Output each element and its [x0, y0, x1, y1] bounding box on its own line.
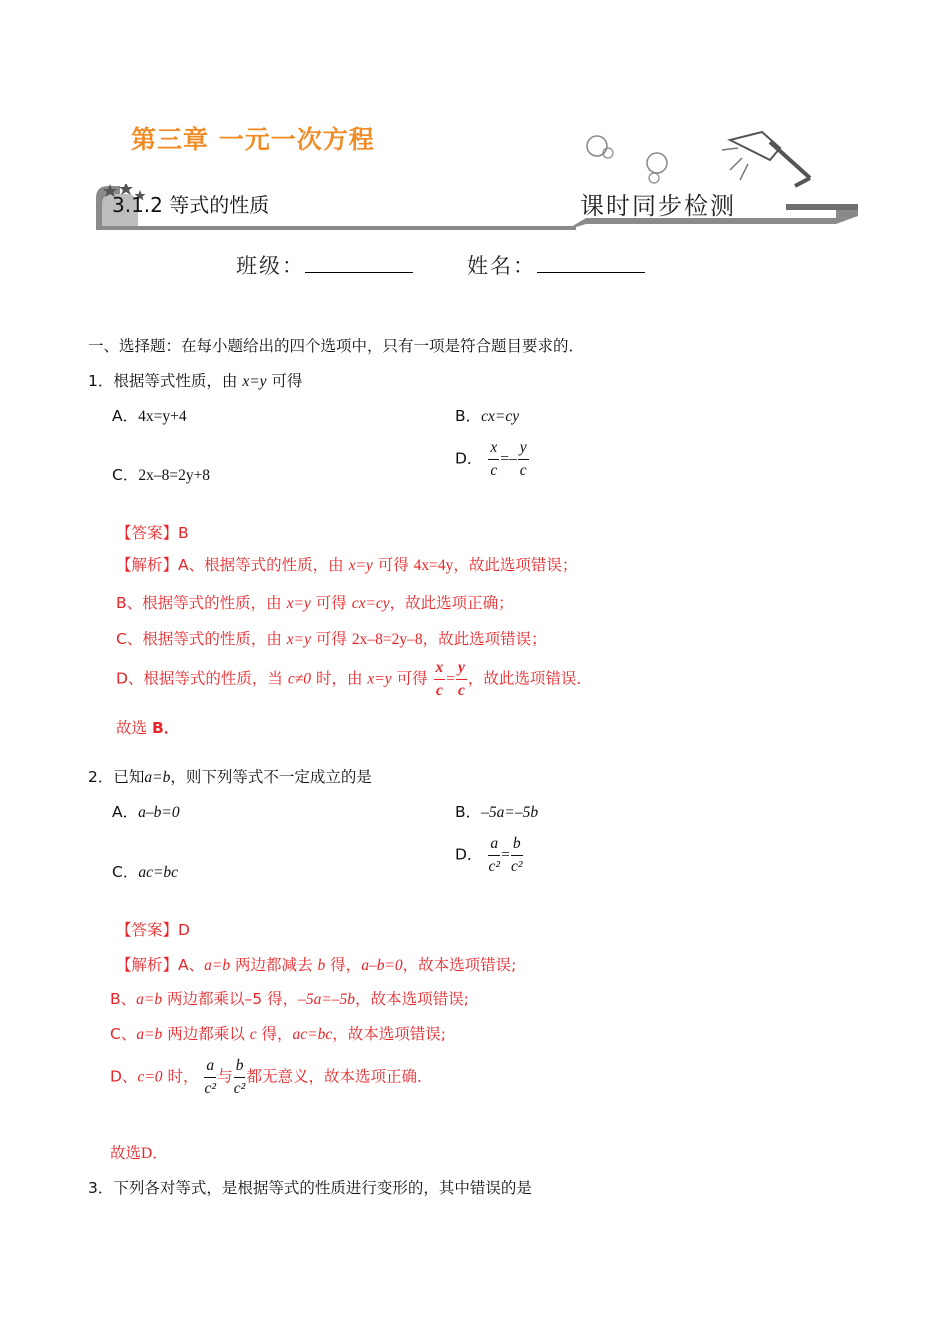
q2-conclusion: 故选D．: [110, 1144, 168, 1162]
q2-option-a[interactable]: A．a–b=0: [112, 803, 180, 821]
q2-analysis-c: C、a=b 两边都乘以 c 得，ac=bc，故本选项错误;: [110, 1025, 446, 1043]
q1-stem: 1．根据等式性质，由 x=y 可得: [88, 372, 303, 390]
chapter-title: 第三章 一元一次方程: [131, 125, 375, 154]
q1-d-fraction-right: $\frac{y}{c}$: [519, 439, 527, 479]
q1-analysis-d: D、根据等式的性质，当 c≠0 时，由 x=y 可得 $\frac{x}{c}$ = $\frac{y}{c}$ ，故此选项错误．: [116, 659, 592, 699]
q1-option-c[interactable]: C．2x–8=2y+8: [112, 466, 211, 484]
q2-option-c[interactable]: C．ac=bc: [112, 863, 179, 881]
q1-conclusion: 故选 B．: [116, 719, 180, 737]
q2-analysis-d: D、c=0 时， $\frac{a}{\text{c²}}$ 与 $\frac{b}{\text{c²}}$ 都无意义，故本选项正确．: [110, 1057, 433, 1097]
q2-answer: 【答案】D: [116, 921, 190, 939]
q1-option-b[interactable]: B．cx=cy: [455, 407, 520, 425]
q1-analysis-b: B、根据等式的性质，由 x=y 可得 cx=cy，故此选项正确；: [116, 594, 514, 612]
q2-d-fraction-right: $\frac{b}{\text{c²}}$: [510, 835, 523, 875]
q3-stem: 3．下列各对等式，是根据等式的性质进行变形的，其中错误的是: [88, 1179, 532, 1197]
class-field[interactable]: [305, 250, 413, 273]
q1-answer: 【答案】B: [116, 524, 189, 542]
q1-analysis-c: C、根据等式的性质，由 x=y 可得 2x–8=2y–8，故此选项错误；: [116, 630, 547, 648]
q1-d-fraction-left: $\frac{x}{c}$: [490, 439, 498, 479]
q2-option-b[interactable]: B．–5a=–5b: [455, 803, 539, 821]
name-field[interactable]: [537, 250, 645, 273]
q2-analysis-b: B、a=b 两边都乘以–5 得，–5a=–5b，故本选项错误;: [110, 990, 469, 1008]
q2-analysis-fraction-left: $\frac{a}{\text{c²}}$: [204, 1057, 217, 1097]
sync-test-title: 课时同步检测: [580, 192, 736, 220]
q1-option-a[interactable]: A．4x=y+4: [112, 407, 187, 425]
q1-analysis-fraction-right: $\frac{y}{c}$: [458, 659, 465, 699]
q1-option-d[interactable]: D． $\frac{x}{c}$ =– $\frac{y}{c}$: [455, 439, 527, 479]
q2-analysis-a: 【解析】A、a=b 两边都减去 b 得，a–b=0，故本选项错误;: [116, 956, 517, 974]
name-label: 姓名：: [467, 254, 536, 278]
q2-option-d[interactable]: D． $\frac{a}{\text{c²}}$ = $\frac{b}{\text{c²}}$: [455, 835, 523, 875]
q1-analysis-fraction-left: $\frac{x}{c}$: [435, 659, 444, 699]
q2-analysis-fraction-right: $\frac{b}{\text{c²}}$: [233, 1057, 246, 1097]
section-title: 3.1.2 等式的性质: [112, 193, 270, 217]
q1-analysis-a: 【解析】A、根据等式的性质，由 x=y 可得 4x=4y，故此选项错误；: [116, 556, 578, 574]
part-heading: 一、选择题：在每小题给出的四个选项中，只有一项是符合题目要求的．: [88, 337, 585, 355]
q2-d-fraction-left: $\frac{a}{\text{c²}}$: [488, 835, 501, 875]
q2-stem: 2．已知a=b，则下列等式不一定成立的是: [88, 768, 372, 786]
class-label: 班级：: [236, 254, 305, 278]
